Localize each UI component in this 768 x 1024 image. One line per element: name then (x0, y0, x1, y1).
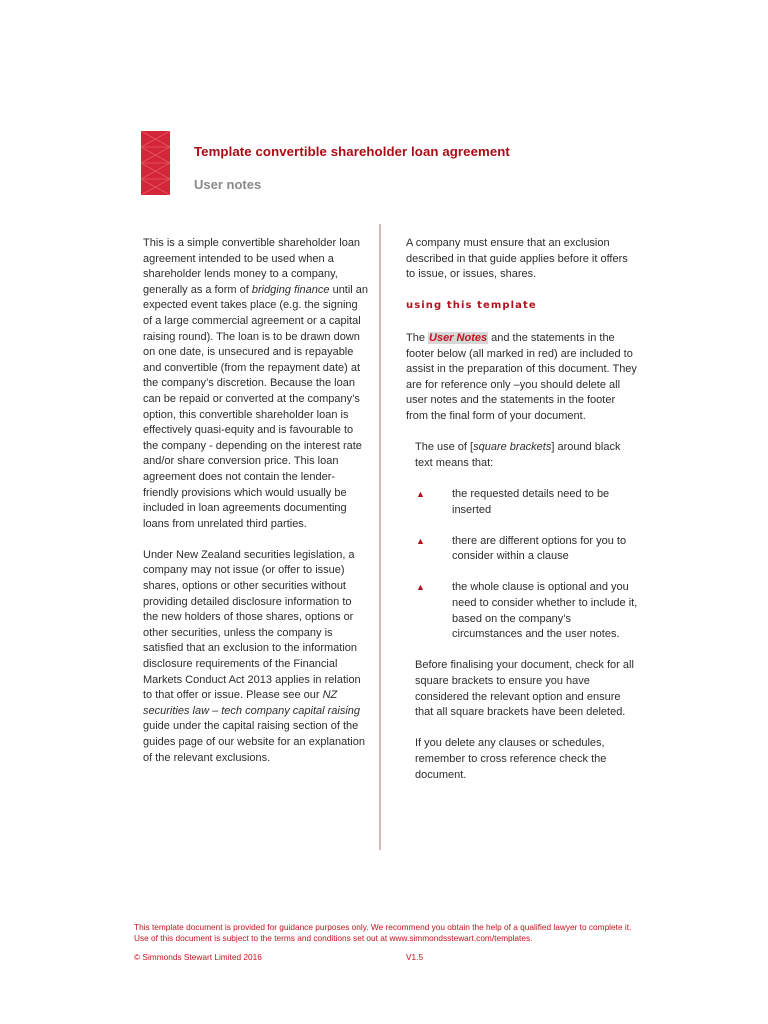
guide-title-emphasis: NZ securities law – tech company capital raising (143, 689, 361, 717)
bridging-finance-emphasis: bridging finance (251, 283, 330, 296)
footer-disclaimer: This template document is provided for guidance purposes only. We recommend you obtain the help of a qualified lawyer to complete it. Use of this document is subject to the terms and conditions set out at www.simmondsstewart.com/templates. (134, 922, 632, 943)
column-divider (379, 224, 381, 850)
right-column (406, 236, 638, 799)
finalising-paragraph: Before finalising your document, check for all square brackets to ensure you have considered the relevant option and ensure that all square brackets have been deleted. (415, 659, 634, 719)
list-item: ▲ the requested details need to be inserted (415, 487, 638, 518)
cross-reference-paragraph: If you delete any clauses or schedules, remember to cross reference check the document. (415, 737, 607, 781)
document-subtitle: User notes (194, 177, 262, 192)
user-notes-paragraph: The User Notes and the statements in the footer below (all marked in red) are included to assist in the preparation of this document. They are for reference only –you should delete all user notes and the statements in the footer from the final form of your document. (406, 331, 637, 422)
user-notes-highlight: User Notes (429, 331, 488, 344)
logo-icon (141, 131, 170, 195)
square-brackets-paragraph: The use of [square brackets] around black text means that: (415, 441, 621, 469)
triangle-bullet-icon: ▲ (416, 488, 425, 499)
footer-version: V1.5 (406, 952, 424, 962)
footer-copyright: © Simmonds Stewart Limited 2016 (134, 952, 262, 962)
document-title: Template convertible shareholder loan agreement (194, 144, 510, 159)
list-item: ▲ there are different options for you to consider within a clause (415, 534, 638, 565)
left-column (143, 236, 369, 782)
intro-paragraph: This is a simple convertible shareholder loan agreement intended to be used when a shareholder lends money to a company, generally as a form of bridging finance until an expected event takes place (e.g. the signing of a large commercial agreement or a capital raising round). The loan is to be drawn down on one date, is unsecured and is repayable and convertible (from the repayment date) at the company’s discretion. Because the loan can be repaid or converted at the company’s option, this convertible shareholder loan is effectively quasi-equity and is favourable to the company - depending on the interest rate and/or share conversion price. This loan agreement does not contain the lender-friendly provisions which would usually be included in loan agreements documenting loans from unrelated third parties. (143, 237, 369, 530)
securities-legislation-paragraph: Under New Zealand securities legislation, a company may not issue (or offer to issue) shares, options or other securities without providing detailed disclosure information to the new holders of those shares, options or other securities, unless the company is satisfied that an exclusion to the information disclosure requirements of the Financial Markets Conduct Act 2013 applies in relation to that offer or issue. Please see our NZ securities law – tech company capital raising guide under the capital raising section of the guides page of our website for an explanation of the relevant exclusions. (143, 548, 365, 764)
section-heading-using-template: using this template (406, 300, 537, 312)
bracket-meaning-list (415, 487, 638, 643)
square-brackets-block (415, 440, 638, 783)
triangle-bullet-icon: ▲ (416, 582, 425, 593)
list-item: ▲ the whole clause is optional and you need to consider whether to include it, based on the company’s circumstances and the user notes. (415, 580, 638, 642)
exclusion-paragraph: A company must ensure that an exclusion described in that guide applies before it offers to issue, or issues, shares. (406, 237, 628, 281)
triangle-bullet-icon: ▲ (416, 535, 425, 546)
